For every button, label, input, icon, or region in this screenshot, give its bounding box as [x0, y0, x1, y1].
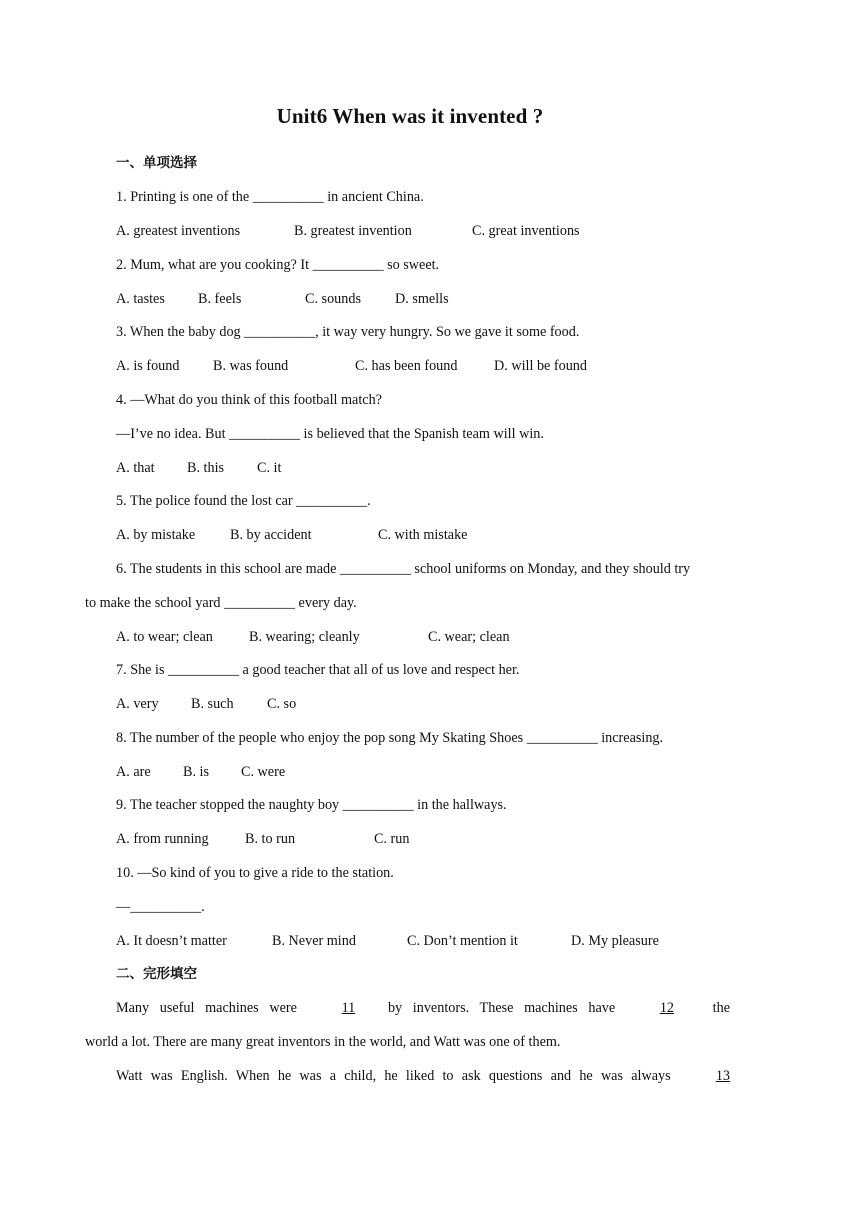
option-d: D. smells — [395, 291, 449, 307]
option-c: C. has been found — [355, 358, 458, 374]
question-1-stem: 1. Printing is one of the __________ in ancient China. — [116, 189, 424, 205]
cloze-paragraph-1-line-1 — [116, 999, 730, 1017]
option-a: A. by mistake — [116, 527, 196, 543]
option-a: A. It doesn’t matter — [116, 933, 227, 949]
option-b: B. feels — [198, 291, 242, 307]
option-c: C. sounds — [305, 291, 361, 307]
cloze-blank-11: 11 — [341, 1000, 356, 1016]
option-c: C. so — [267, 696, 297, 712]
option-a: A. are — [116, 764, 151, 780]
question-6-stem: 6. The students in this school are made __________ school uniforms on Monday, and they should try — [116, 561, 691, 577]
section-heading-multiple-choice: 一、单项选择 — [116, 155, 197, 171]
option-d: D. My pleasure — [571, 933, 659, 949]
cloze-paragraph-2-line-1 — [116, 1067, 730, 1085]
option-b: B. Never mind — [272, 933, 356, 949]
cloze-paragraph-1-line-2: world a lot. There are many great inventors in the world, and Watt was one of them. — [85, 1034, 561, 1050]
option-a: A. tastes — [116, 291, 165, 307]
option-a: A. very — [116, 696, 159, 712]
option-a: A. is found — [116, 358, 180, 374]
option-b: B. by accident — [230, 527, 312, 543]
option-b: B. to run — [245, 831, 296, 847]
option-a: A. that — [116, 460, 155, 476]
option-a: A. to wear; clean — [116, 629, 213, 645]
option-c: C. Don’t mention it — [407, 933, 518, 949]
option-c: C. run — [374, 831, 410, 847]
option-b: B. was found — [213, 358, 289, 374]
option-c: C. it — [257, 460, 282, 476]
cloze-text: the — [712, 1000, 731, 1016]
option-a: A. from running — [116, 831, 209, 847]
question-9-stem: 9. The teacher stopped the naughty boy __________ in the hallways. — [116, 797, 507, 813]
option-d: D. will be found — [494, 358, 587, 374]
question-7-stem: 7. She is __________ a good teacher that all of us love and respect her. — [116, 662, 520, 678]
question-10-stem: 10. —So kind of you to give a ride to the station. — [116, 865, 394, 881]
question-6-stem-continued: to make the school yard __________ every day. — [85, 595, 357, 611]
page-title: Unit6 When was it invented ? — [276, 104, 544, 128]
cloze-blank-13: 13 — [715, 1068, 731, 1084]
option-b: B. greatest invention — [294, 223, 412, 239]
option-a: A. greatest inventions — [116, 223, 241, 239]
option-c: C. great inventions — [472, 223, 580, 239]
question-4-stem-reply: —I’ve no idea. But __________ is believed that the Spanish team will win. — [116, 426, 544, 442]
cloze-text: Many useful machines were — [116, 1000, 297, 1016]
question-3-stem: 3. When the baby dog __________, it way very hungry. So we gave it some food. — [116, 324, 580, 340]
option-c: C. were — [241, 764, 286, 780]
option-c: C. wear; clean — [428, 629, 510, 645]
option-b: B. wearing; cleanly — [249, 629, 360, 645]
question-4-stem: 4. —What do you think of this football match? — [116, 392, 382, 408]
section-heading-cloze: 二、完形填空 — [116, 966, 197, 982]
question-2-stem: 2. Mum, what are you cooking? It __________ so sweet. — [116, 257, 440, 273]
option-b: B. this — [187, 460, 225, 476]
question-8-stem: 8. The number of the people who enjoy the pop song My Skating Shoes __________ increasing. — [116, 730, 664, 746]
option-c: C. with mistake — [378, 527, 468, 543]
option-b: B. such — [191, 696, 234, 712]
question-5-stem: 5. The police found the lost car __________. — [116, 493, 371, 509]
cloze-text: Watt was English. When he was a child, he liked to ask questions and he was always — [116, 1068, 671, 1084]
question-10-stem-reply: —__________. — [116, 899, 205, 915]
option-b: B. is — [183, 764, 210, 780]
cloze-blank-12: 12 — [659, 1000, 674, 1016]
cloze-text: by inventors. These machines have — [387, 1000, 616, 1016]
